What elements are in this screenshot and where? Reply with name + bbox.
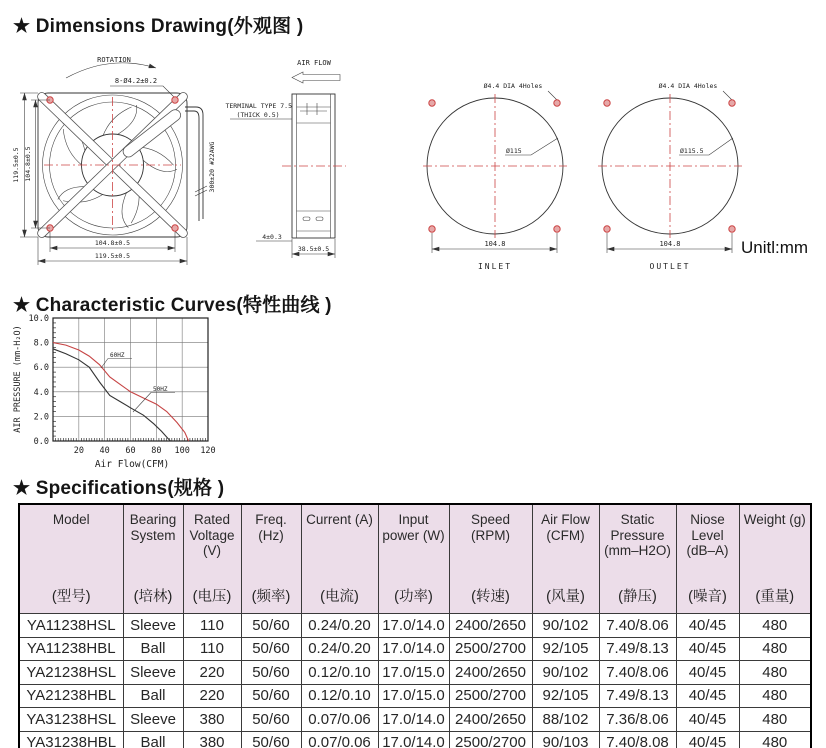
spec-cell: 40/45 (676, 661, 739, 685)
outlet-caption: OUTLET (649, 262, 691, 271)
svg-text:80: 80 (151, 446, 162, 456)
wire-spec-label: 300±20 #22AWG (208, 141, 216, 193)
spec-cell: Sleeve (123, 614, 183, 638)
spec-col-header: Input power (W) (功率) (378, 504, 449, 614)
spec-cell: 17.0/15.0 (378, 661, 449, 685)
side-dimensions (256, 233, 335, 258)
chart-grid (53, 318, 208, 441)
spec-cell: 7.40/8.06 (599, 614, 676, 638)
inlet-view (423, 82, 567, 271)
chart-series-labels (101, 352, 175, 412)
svg-text:10.0: 10.0 (28, 314, 49, 324)
spec-cell: YA31238HSL (19, 708, 123, 732)
spec-cell: YA21238HSL (19, 661, 123, 685)
dimensions-drawing (0, 45, 826, 293)
svg-text:20: 20 (73, 446, 84, 456)
spec-cell: 220 (183, 684, 241, 708)
spec-cell: 40/45 (676, 614, 739, 638)
spec-cell: 50/60 (241, 708, 301, 732)
spec-cell: 90/102 (532, 614, 599, 638)
spec-cell: 480 (739, 637, 811, 661)
spec-cell: 480 (739, 614, 811, 638)
spec-cell: 92/105 (532, 637, 599, 661)
chart-xlabel: Air Flow(CFM) (94, 459, 170, 470)
airflow-label: AIR FLOW (297, 59, 331, 67)
spec-cell: 480 (739, 661, 811, 685)
curve-label-60hz: 60HZ (110, 352, 125, 359)
dim-flange: 4±0.3 (262, 233, 282, 241)
spec-cell: YA11238HSL (19, 614, 123, 638)
fan-front-view (12, 56, 216, 265)
svg-text:4.0: 4.0 (33, 387, 49, 398)
spec-cell: 480 (739, 731, 811, 748)
spec-cell: 2400/2650 (449, 661, 532, 685)
specifications-table (18, 503, 812, 748)
spec-col-header: Rated Voltage (V) (电压) (183, 504, 241, 614)
spec-col-header: Air Flow (CFM) (风量) (532, 504, 599, 614)
spec-cell: 380 (183, 708, 241, 732)
spec-cell: 40/45 (676, 684, 739, 708)
spec-row (19, 684, 811, 708)
spec-row (19, 731, 811, 748)
spec-row (19, 614, 811, 638)
outlet-holes-label: Ø4.4 DIA 4Holes (658, 82, 718, 90)
svg-text:40: 40 (99, 446, 110, 456)
spec-cell: 7.49/8.13 (599, 637, 676, 661)
unit-note: Unitl:mm (741, 238, 809, 257)
inlet-diameter-label: Ø115 (506, 147, 522, 155)
fan-side-view (225, 59, 346, 258)
svg-text:6.0: 6.0 (33, 363, 49, 374)
spec-cell: 50/60 (241, 614, 301, 638)
mounting-holes-callout: 8-Ø4.2±0.2 (114, 77, 158, 85)
terminal-thickness-label: (THICK 0.5) (236, 111, 280, 119)
spec-cell: 17.0/14.0 (378, 614, 449, 638)
spec-cell: 90/103 (532, 731, 599, 748)
outlet-pitch-label: 104.8 (659, 240, 681, 248)
spec-cell: 2400/2650 (449, 614, 532, 638)
spec-cell: Ball (123, 731, 183, 748)
spec-cell: 0.07/0.06 (301, 708, 378, 732)
spec-cell: Ball (123, 684, 183, 708)
svg-text:100: 100 (174, 446, 190, 456)
spec-cell: 17.0/14.0 (378, 708, 449, 732)
chart-tick-labels (29, 314, 216, 456)
outlet-diameter-label: Ø115.5 (680, 147, 704, 155)
characteristic-curves-chart (0, 306, 260, 476)
spec-cell: 50/60 (241, 731, 301, 748)
spec-col-header: Current (A) (电流) (301, 504, 378, 614)
spec-row (19, 661, 811, 685)
spec-cell: 2500/2700 (449, 637, 532, 661)
spec-cell: 7.49/8.13 (599, 684, 676, 708)
spec-cell: 50/60 (241, 661, 301, 685)
spec-cell: 92/105 (532, 684, 599, 708)
curve-50hz (53, 349, 171, 441)
dim-outer-height: 119.5±0.5 (12, 147, 20, 183)
spec-cell: 7.40/8.06 (599, 661, 676, 685)
rotation-label: ROTATION (97, 56, 131, 64)
rotation-arrow (66, 63, 156, 78)
spec-col-header: Bearing System (培林) (123, 504, 183, 614)
spec-cell: 17.0/15.0 (378, 684, 449, 708)
svg-text:120: 120 (200, 446, 216, 456)
terminal-type-label: TERMINAL TYPE 7.5 (225, 102, 292, 110)
inlet-caption: INLET (477, 262, 513, 271)
dim-outer-width: 119.5±0.5 (94, 252, 131, 260)
spec-cell: 480 (739, 684, 811, 708)
spec-cell: 220 (183, 661, 241, 685)
spec-cell: 2500/2700 (449, 684, 532, 708)
spec-cell: 50/60 (241, 637, 301, 661)
chart-ylabel: AIR PRESSURE (mm-H₂O) (13, 325, 23, 433)
svg-text:2.0: 2.0 (33, 412, 49, 423)
spec-table-head (19, 504, 811, 614)
spec-cell: 50/60 (241, 684, 301, 708)
spec-col-header: Freq. (Hz) (频率) (241, 504, 301, 614)
outlet-view (598, 82, 742, 271)
dimensions-section-title: ★ Dimensions Drawing(外观图 ) (13, 16, 304, 37)
inlet-pitch-label: 104.8 (484, 240, 506, 248)
spec-col-header: Static Pressure (mm–H2O) (静压) (599, 504, 676, 614)
specs-section-title: ★ Specifications(规格 ) (13, 478, 225, 499)
spec-cell: 40/45 (676, 637, 739, 661)
spec-cell: 0.12/0.10 (301, 661, 378, 685)
spec-col-header: Niose Level (dB–A) (噪音) (676, 504, 739, 614)
inlet-holes-label: Ø4.4 DIA 4Holes (483, 82, 543, 90)
curves-section-title: ★ Characteristic Curves(特性曲线 ) (13, 295, 332, 316)
dim-thickness: 38.5±0.5 (297, 245, 330, 253)
airflow-arrow (292, 72, 340, 83)
spec-cell: 2400/2650 (449, 708, 532, 732)
curve-label-50hz: 50HZ (153, 386, 168, 393)
spec-cell: 7.40/8.08 (599, 731, 676, 748)
lead-wire (185, 107, 216, 221)
spec-cell: 7.36/8.06 (599, 708, 676, 732)
spec-cell: 380 (183, 731, 241, 748)
spec-cell: 480 (739, 708, 811, 732)
spec-cell: 90/102 (532, 661, 599, 685)
spec-cell: YA11238HBL (19, 637, 123, 661)
spec-cell: 2500/2700 (449, 731, 532, 748)
chart-minor-ticks (53, 323, 205, 441)
spec-col-header: Speed (RPM) (转速) (449, 504, 532, 614)
spec-cell: Ball (123, 637, 183, 661)
spec-cell: 17.0/14.0 (378, 637, 449, 661)
spec-cell: 40/45 (676, 731, 739, 748)
spec-cell: 0.07/0.06 (301, 731, 378, 748)
spec-cell: YA31238HBL (19, 731, 123, 748)
spec-cell: 110 (183, 637, 241, 661)
spec-cell: 0.12/0.10 (301, 684, 378, 708)
terminal-block (297, 103, 331, 123)
spec-cell: Sleeve (123, 708, 183, 732)
svg-text:0.0: 0.0 (33, 437, 49, 447)
spec-cell: 17.0/14.0 (378, 731, 449, 748)
spec-row (19, 708, 811, 732)
spec-cell: 88/102 (532, 708, 599, 732)
svg-text:60: 60 (125, 446, 136, 456)
dim-hole-pitch-v: 104.8±0.5 (24, 146, 32, 182)
svg-text:8.0: 8.0 (33, 338, 49, 349)
spec-cell: 40/45 (676, 708, 739, 732)
spec-cell: 0.24/0.20 (301, 637, 378, 661)
dim-hole-pitch-h: 104.8±0.5 (94, 239, 131, 247)
spec-cell: 0.24/0.20 (301, 614, 378, 638)
spec-col-header: Model (型号) (19, 504, 123, 614)
spec-table-body (19, 614, 811, 748)
spec-col-header: Weight (g) (重量) (739, 504, 811, 614)
spec-header-row (19, 504, 811, 614)
spec-row (19, 637, 811, 661)
spec-cell: Sleeve (123, 661, 183, 685)
spec-cell: 110 (183, 614, 241, 638)
spec-cell: YA21238HBL (19, 684, 123, 708)
